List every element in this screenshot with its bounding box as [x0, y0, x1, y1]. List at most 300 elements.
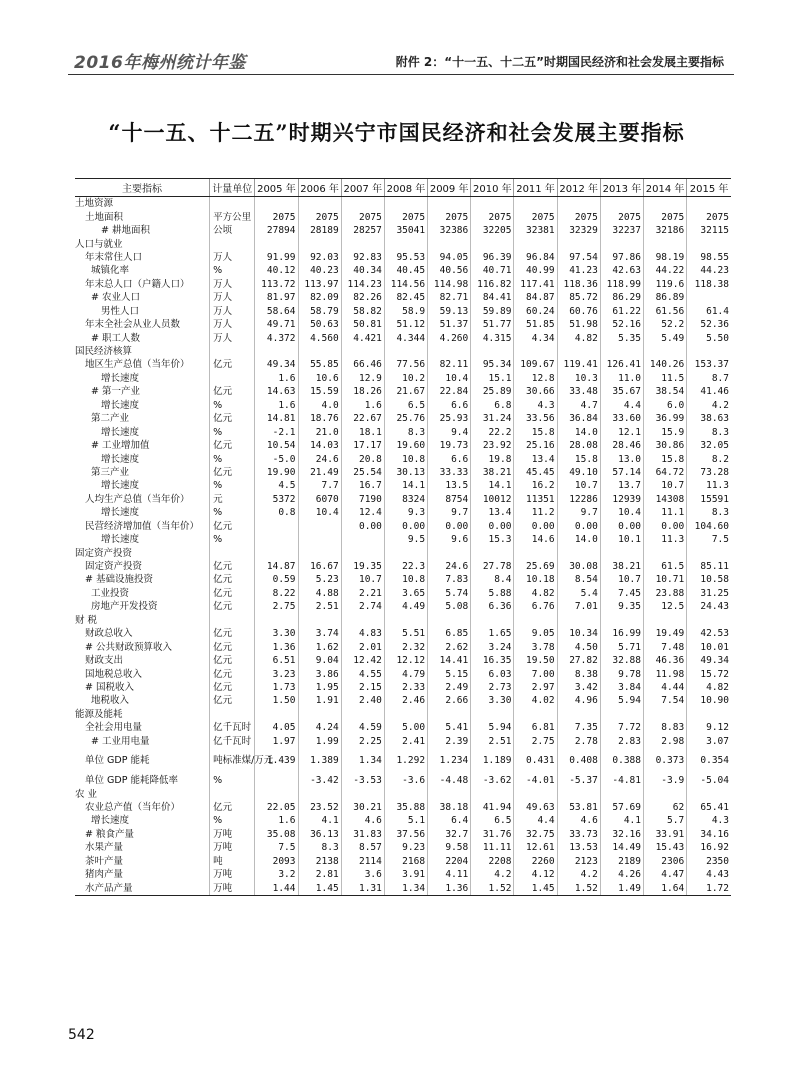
table-cell: 85.72: [557, 291, 600, 304]
table-cell: 10.1: [600, 533, 643, 546]
table-row: [75, 399, 731, 412]
table-cell: 98.19: [644, 251, 687, 264]
table-row: [75, 506, 731, 519]
table-cell: [644, 345, 687, 358]
table-cell: 1.50: [255, 694, 298, 707]
section-title: 附件 2：“十一五、十二五”时期国民经济和社会发展主要指标: [395, 55, 724, 69]
table-cell: 2.46: [384, 694, 427, 707]
table-cell: [600, 787, 643, 800]
table-cell: [255, 546, 298, 559]
table-cell: 2075: [471, 210, 514, 223]
table-cell: 51.98: [557, 318, 600, 331]
table-cell: 2075: [514, 210, 557, 223]
table-cell: 10.7: [341, 573, 384, 586]
table-cell: 33.73: [557, 828, 600, 841]
table-cell: 8.22: [255, 587, 298, 600]
table-cell: [428, 345, 471, 358]
table-cell: 15591: [687, 493, 731, 506]
table-cell: 8324: [384, 493, 427, 506]
table-cell: 7.5: [687, 533, 731, 546]
table-cell: 40.99: [514, 264, 557, 277]
table-cell: 118.99: [600, 278, 643, 291]
row-label: 土地资源: [75, 198, 114, 210]
table-cell: 4.6: [557, 814, 600, 827]
table-cell: 25.89: [471, 385, 514, 398]
row-label: 猪肉产量: [85, 869, 124, 881]
row-unit: %: [210, 774, 255, 787]
table-cell: 3.91: [384, 868, 427, 881]
table-cell: 9.7: [557, 506, 600, 519]
table-cell: 19.35: [341, 560, 384, 573]
table-row: [75, 667, 731, 680]
table-cell: 2.33: [384, 681, 427, 694]
table-cell: 1.31: [341, 881, 384, 895]
table-cell: 2.49: [428, 681, 471, 694]
table-cell: [557, 708, 600, 721]
table-cell: 34.16: [687, 828, 731, 841]
table-cell: [600, 546, 643, 559]
table-cell: [471, 345, 514, 358]
table-cell: 2.40: [341, 694, 384, 707]
table-cell: 20.8: [341, 452, 384, 465]
table-cell: 0.354: [687, 748, 731, 774]
table-cell: 21.49: [298, 466, 341, 479]
table-cell: 5.94: [471, 721, 514, 734]
table-row: [75, 841, 731, 854]
row-unit: %: [210, 533, 255, 546]
table-cell: [341, 787, 384, 800]
table-cell: 12939: [600, 493, 643, 506]
table-cell: 1.34: [341, 748, 384, 774]
row-unit: 万人: [210, 318, 255, 331]
table-cell: 1.44: [255, 881, 298, 895]
table-cell: [384, 787, 427, 800]
table-row: [75, 533, 731, 546]
table-cell: 3.24: [471, 640, 514, 653]
table-row: [75, 264, 731, 277]
table-cell: [255, 774, 298, 787]
table-cell: 49.71: [255, 318, 298, 331]
table-cell: [687, 291, 731, 304]
table-cell: 2168: [384, 855, 427, 868]
table-cell: 32205: [471, 224, 514, 237]
table-cell: 10.3: [557, 372, 600, 385]
table-cell: [298, 237, 341, 250]
table-cell: 51.77: [471, 318, 514, 331]
table-cell: 116.82: [471, 278, 514, 291]
table-cell: 118.36: [557, 278, 600, 291]
table-cell: 33.60: [600, 412, 643, 425]
table-row: [75, 493, 731, 506]
table-cell: 0.00: [514, 520, 557, 533]
table-cell: 1.62: [298, 640, 341, 653]
table-row: [75, 210, 731, 223]
table-cell: 37.56: [384, 828, 427, 841]
table-cell: [514, 345, 557, 358]
row-unit: [210, 372, 255, 385]
table-cell: 52.36: [687, 318, 731, 331]
table-cell: 4.260: [428, 331, 471, 344]
table-cell: 7.83: [428, 573, 471, 586]
table-cell: 140.26: [644, 358, 687, 371]
row-unit: 亿千瓦时: [210, 721, 255, 734]
table-cell: [514, 197, 557, 211]
row-unit: 亿元: [210, 640, 255, 653]
row-unit: [210, 197, 255, 211]
table-cell: [341, 614, 384, 627]
table-cell: 2075: [557, 210, 600, 223]
table-cell: 8.38: [557, 667, 600, 680]
table-cell: 5.71: [600, 640, 643, 653]
row-unit: %: [210, 399, 255, 412]
table-cell: 17.17: [341, 439, 384, 452]
table-row: [75, 251, 731, 264]
table-cell: 3.30: [471, 694, 514, 707]
table-cell: 4.4: [514, 814, 557, 827]
table-cell: 5.74: [428, 587, 471, 600]
column-header-year: 2013 年: [600, 179, 643, 197]
table-cell: 97.54: [557, 251, 600, 264]
table-cell: 6.5: [471, 814, 514, 827]
table-cell: 61.56: [644, 305, 687, 318]
table-cell: 16.99: [600, 627, 643, 640]
table-cell: 0.00: [471, 520, 514, 533]
row-label: 男性人口: [101, 305, 140, 317]
table-cell: 4.96: [557, 694, 600, 707]
table-cell: 2350: [687, 855, 731, 868]
table-cell: 55.85: [298, 358, 341, 371]
table-cell: 19.8: [471, 452, 514, 465]
table-cell: [298, 614, 341, 627]
table-cell: 44.23: [687, 264, 731, 277]
table-cell: 40.12: [255, 264, 298, 277]
table-cell: 4.6: [341, 814, 384, 827]
row-unit: 万人: [210, 291, 255, 304]
table-cell: 2.32: [384, 640, 427, 653]
table-cell: [471, 708, 514, 721]
table-cell: 41.23: [557, 264, 600, 277]
table-cell: 3.07: [687, 735, 731, 748]
table-cell: 0.00: [384, 520, 427, 533]
section-row: [75, 237, 731, 250]
table-row: [75, 774, 731, 787]
table-cell: 52.2: [644, 318, 687, 331]
table-cell: 6.4: [428, 814, 471, 827]
table-cell: 35.88: [384, 801, 427, 814]
table-cell: 15.43: [644, 841, 687, 854]
table-cell: 13.4: [514, 452, 557, 465]
table-cell: 66.46: [341, 358, 384, 371]
table-row: [75, 278, 731, 291]
row-label: 增长速度: [101, 399, 140, 411]
table-cell: 30.21: [341, 801, 384, 814]
table-cell: 11.11: [471, 841, 514, 854]
table-cell: 31.25: [687, 587, 731, 600]
table-cell: 33.56: [514, 412, 557, 425]
table-cell: 32381: [514, 224, 557, 237]
table-cell: 25.54: [341, 466, 384, 479]
table-row: [75, 573, 731, 586]
table-cell: [557, 237, 600, 250]
table-cell: 2.21: [341, 587, 384, 600]
row-unit: 万人: [210, 278, 255, 291]
table-cell: 32.05: [687, 439, 731, 452]
table-cell: 22.05: [255, 801, 298, 814]
table-cell: 5.4: [557, 587, 600, 600]
table-cell: 3.78: [514, 640, 557, 653]
table-cell: 1.64: [644, 881, 687, 895]
table-cell: 59.13: [428, 305, 471, 318]
table-cell: 6.0: [644, 399, 687, 412]
table-cell: 33.33: [428, 466, 471, 479]
row-label: 固定资产投资: [85, 561, 143, 573]
table-cell: 109.67: [514, 358, 557, 371]
table-cell: [471, 614, 514, 627]
table-row: [75, 721, 731, 734]
table-cell: 9.58: [428, 841, 471, 854]
row-label: # 基础设施投资: [85, 574, 153, 586]
table-cell: 35.67: [600, 385, 643, 398]
table-cell: 19.49: [644, 627, 687, 640]
table-cell: 11.0: [600, 372, 643, 385]
table-cell: -3.9: [644, 774, 687, 787]
table-cell: 3.6: [341, 868, 384, 881]
table-cell: 0.00: [428, 520, 471, 533]
table-cell: 2189: [600, 855, 643, 868]
row-unit: [210, 546, 255, 559]
table-cell: 28257: [341, 224, 384, 237]
row-unit: %: [210, 479, 255, 492]
table-cell: 95.34: [471, 358, 514, 371]
table-cell: 12.12: [384, 654, 427, 667]
table-cell: 16.7: [341, 479, 384, 492]
table-row: [75, 627, 731, 640]
table-cell: 2.75: [255, 600, 298, 613]
table-cell: 92.83: [341, 251, 384, 264]
table-cell: [384, 237, 427, 250]
table-cell: 6.6: [428, 452, 471, 465]
table-cell: [687, 708, 731, 721]
table-row: [75, 654, 731, 667]
table-cell: 11351: [514, 493, 557, 506]
table-row: [75, 600, 731, 613]
table-cell: 61.22: [600, 305, 643, 318]
table-cell: 1.49: [600, 881, 643, 895]
table-cell: 10.4: [428, 372, 471, 385]
column-header-year: 2010 年: [471, 179, 514, 197]
table-cell: 14.41: [428, 654, 471, 667]
table-cell: 49.63: [514, 801, 557, 814]
table-cell: 14.87: [255, 560, 298, 573]
table-cell: 1.439: [255, 748, 298, 774]
row-unit: 万人: [210, 331, 255, 344]
table-cell: 41.94: [471, 801, 514, 814]
table-cell: 52.16: [600, 318, 643, 331]
table-cell: 23.88: [644, 587, 687, 600]
table-cell: 5.49: [644, 331, 687, 344]
table-cell: 9.6: [428, 533, 471, 546]
table-row: [75, 425, 731, 438]
table-cell: 10.58: [687, 573, 731, 586]
table-cell: [644, 197, 687, 211]
row-unit: 亿元: [210, 694, 255, 707]
table-cell: 19.73: [428, 439, 471, 452]
table-cell: 104.60: [687, 520, 731, 533]
table-cell: 92.03: [298, 251, 341, 264]
row-label: 全社会用电量: [85, 722, 143, 734]
table-cell: 2.39: [428, 735, 471, 748]
table-cell: 8754: [428, 493, 471, 506]
row-unit: 元: [210, 493, 255, 506]
table-cell: 2075: [298, 210, 341, 223]
table-cell: [428, 787, 471, 800]
table-cell: 2.01: [341, 640, 384, 653]
table-cell: 3.30: [255, 627, 298, 640]
table-cell: 18.76: [298, 412, 341, 425]
table-cell: 8.7: [687, 372, 731, 385]
table-cell: [384, 708, 427, 721]
table-cell: [471, 787, 514, 800]
table-row: [75, 735, 731, 748]
table-cell: 4.05: [255, 721, 298, 734]
table-cell: [514, 708, 557, 721]
table-cell: 32237: [600, 224, 643, 237]
table-cell: [341, 533, 384, 546]
table-cell: [341, 237, 384, 250]
table-cell: -4.48: [428, 774, 471, 787]
row-label: # 粮食产量: [85, 828, 134, 840]
table-cell: 59.89: [471, 305, 514, 318]
table-cell: 85.11: [687, 560, 731, 573]
table-cell: 35.08: [255, 828, 298, 841]
row-unit: %: [210, 814, 255, 827]
row-label: 民营经济增加值（当年价）: [85, 520, 200, 532]
table-cell: 30.08: [557, 560, 600, 573]
table-cell: 114.98: [428, 278, 471, 291]
table-cell: [255, 787, 298, 800]
table-cell: 7.7: [298, 479, 341, 492]
table-cell: 10.6: [298, 372, 341, 385]
table-cell: 10.54: [255, 439, 298, 452]
table-cell: 5.08: [428, 600, 471, 613]
table-cell: [644, 546, 687, 559]
table-cell: 98.55: [687, 251, 731, 264]
table-cell: 12.42: [341, 654, 384, 667]
table-cell: 5.00: [384, 721, 427, 734]
table-cell: 119.41: [557, 358, 600, 371]
table-row: [75, 479, 731, 492]
table-cell: [644, 237, 687, 250]
table-cell: 5.15: [428, 667, 471, 680]
table-cell: 15.3: [471, 533, 514, 546]
table-cell: 4.5: [255, 479, 298, 492]
row-label: 年末常住人口: [85, 251, 143, 263]
table-cell: 0.59: [255, 573, 298, 586]
table-cell: 15.9: [644, 425, 687, 438]
row-unit: [210, 345, 255, 358]
table-cell: 2.83: [600, 735, 643, 748]
table-cell: 9.23: [384, 841, 427, 854]
table-cell: 2075: [384, 210, 427, 223]
table-cell: 1.6: [255, 372, 298, 385]
table-cell: 8.54: [557, 573, 600, 586]
table-cell: [557, 546, 600, 559]
table-cell: 4.3: [687, 814, 731, 827]
table-row: [75, 224, 731, 237]
table-cell: 8.4: [471, 573, 514, 586]
table-cell: 57.14: [600, 466, 643, 479]
table-cell: -5.04: [687, 774, 731, 787]
table-cell: 10012: [471, 493, 514, 506]
table-cell: 10.2: [384, 372, 427, 385]
table-cell: 1.36: [428, 881, 471, 895]
table-cell: 5.88: [471, 587, 514, 600]
table-cell: 10.7: [644, 479, 687, 492]
table-cell: 4.02: [514, 694, 557, 707]
table-cell: [255, 197, 298, 211]
table-cell: 7190: [341, 493, 384, 506]
column-header-year: 2012 年: [557, 179, 600, 197]
row-label: 增长速度: [101, 372, 140, 384]
table-cell: 14.1: [384, 479, 427, 492]
table-cell: 58.9: [384, 305, 427, 318]
table-cell: 32186: [644, 224, 687, 237]
table-cell: 13.0: [600, 452, 643, 465]
table-cell: [255, 614, 298, 627]
table-cell: 2.51: [298, 600, 341, 613]
table-cell: 2138: [298, 855, 341, 868]
table-cell: 10.34: [557, 627, 600, 640]
table-cell: 28.08: [557, 439, 600, 452]
table-cell: 8.2: [687, 452, 731, 465]
row-label: 增长速度: [101, 507, 140, 519]
table-cell: [384, 614, 427, 627]
table-cell: 45.45: [514, 466, 557, 479]
table-cell: 8.3: [298, 841, 341, 854]
table-cell: 91.99: [255, 251, 298, 264]
table-cell: 2260: [514, 855, 557, 868]
row-label: # 农业人口: [91, 292, 140, 304]
row-label: 财政支出: [85, 655, 124, 667]
table-cell: 4.55: [341, 667, 384, 680]
table-cell: 10.7: [600, 573, 643, 586]
table-cell: 11.3: [644, 533, 687, 546]
table-cell: 3.65: [384, 587, 427, 600]
table-cell: 1.73: [255, 681, 298, 694]
table-cell: 3.2: [255, 868, 298, 881]
table-cell: 2.51: [471, 735, 514, 748]
table-cell: 2.41: [384, 735, 427, 748]
table-cell: 0.431: [514, 748, 557, 774]
table-cell: 10.90: [687, 694, 731, 707]
column-header-indicator: 主要指标: [75, 179, 210, 197]
table-cell: 1.52: [471, 881, 514, 895]
row-unit: %: [210, 264, 255, 277]
table-row: [75, 587, 731, 600]
table-row: [75, 358, 731, 371]
table-cell: [255, 533, 298, 546]
table-cell: 9.3: [384, 506, 427, 519]
table-cell: [514, 237, 557, 250]
table-cell: 7.54: [644, 694, 687, 707]
table-cell: 4.3: [514, 399, 557, 412]
table-cell: 9.05: [514, 627, 557, 640]
table-cell: [687, 237, 731, 250]
table-cell: 96.39: [471, 251, 514, 264]
table-cell: 41.46: [687, 385, 731, 398]
table-cell: 4.1: [298, 814, 341, 827]
table-cell: -2.1: [255, 425, 298, 438]
